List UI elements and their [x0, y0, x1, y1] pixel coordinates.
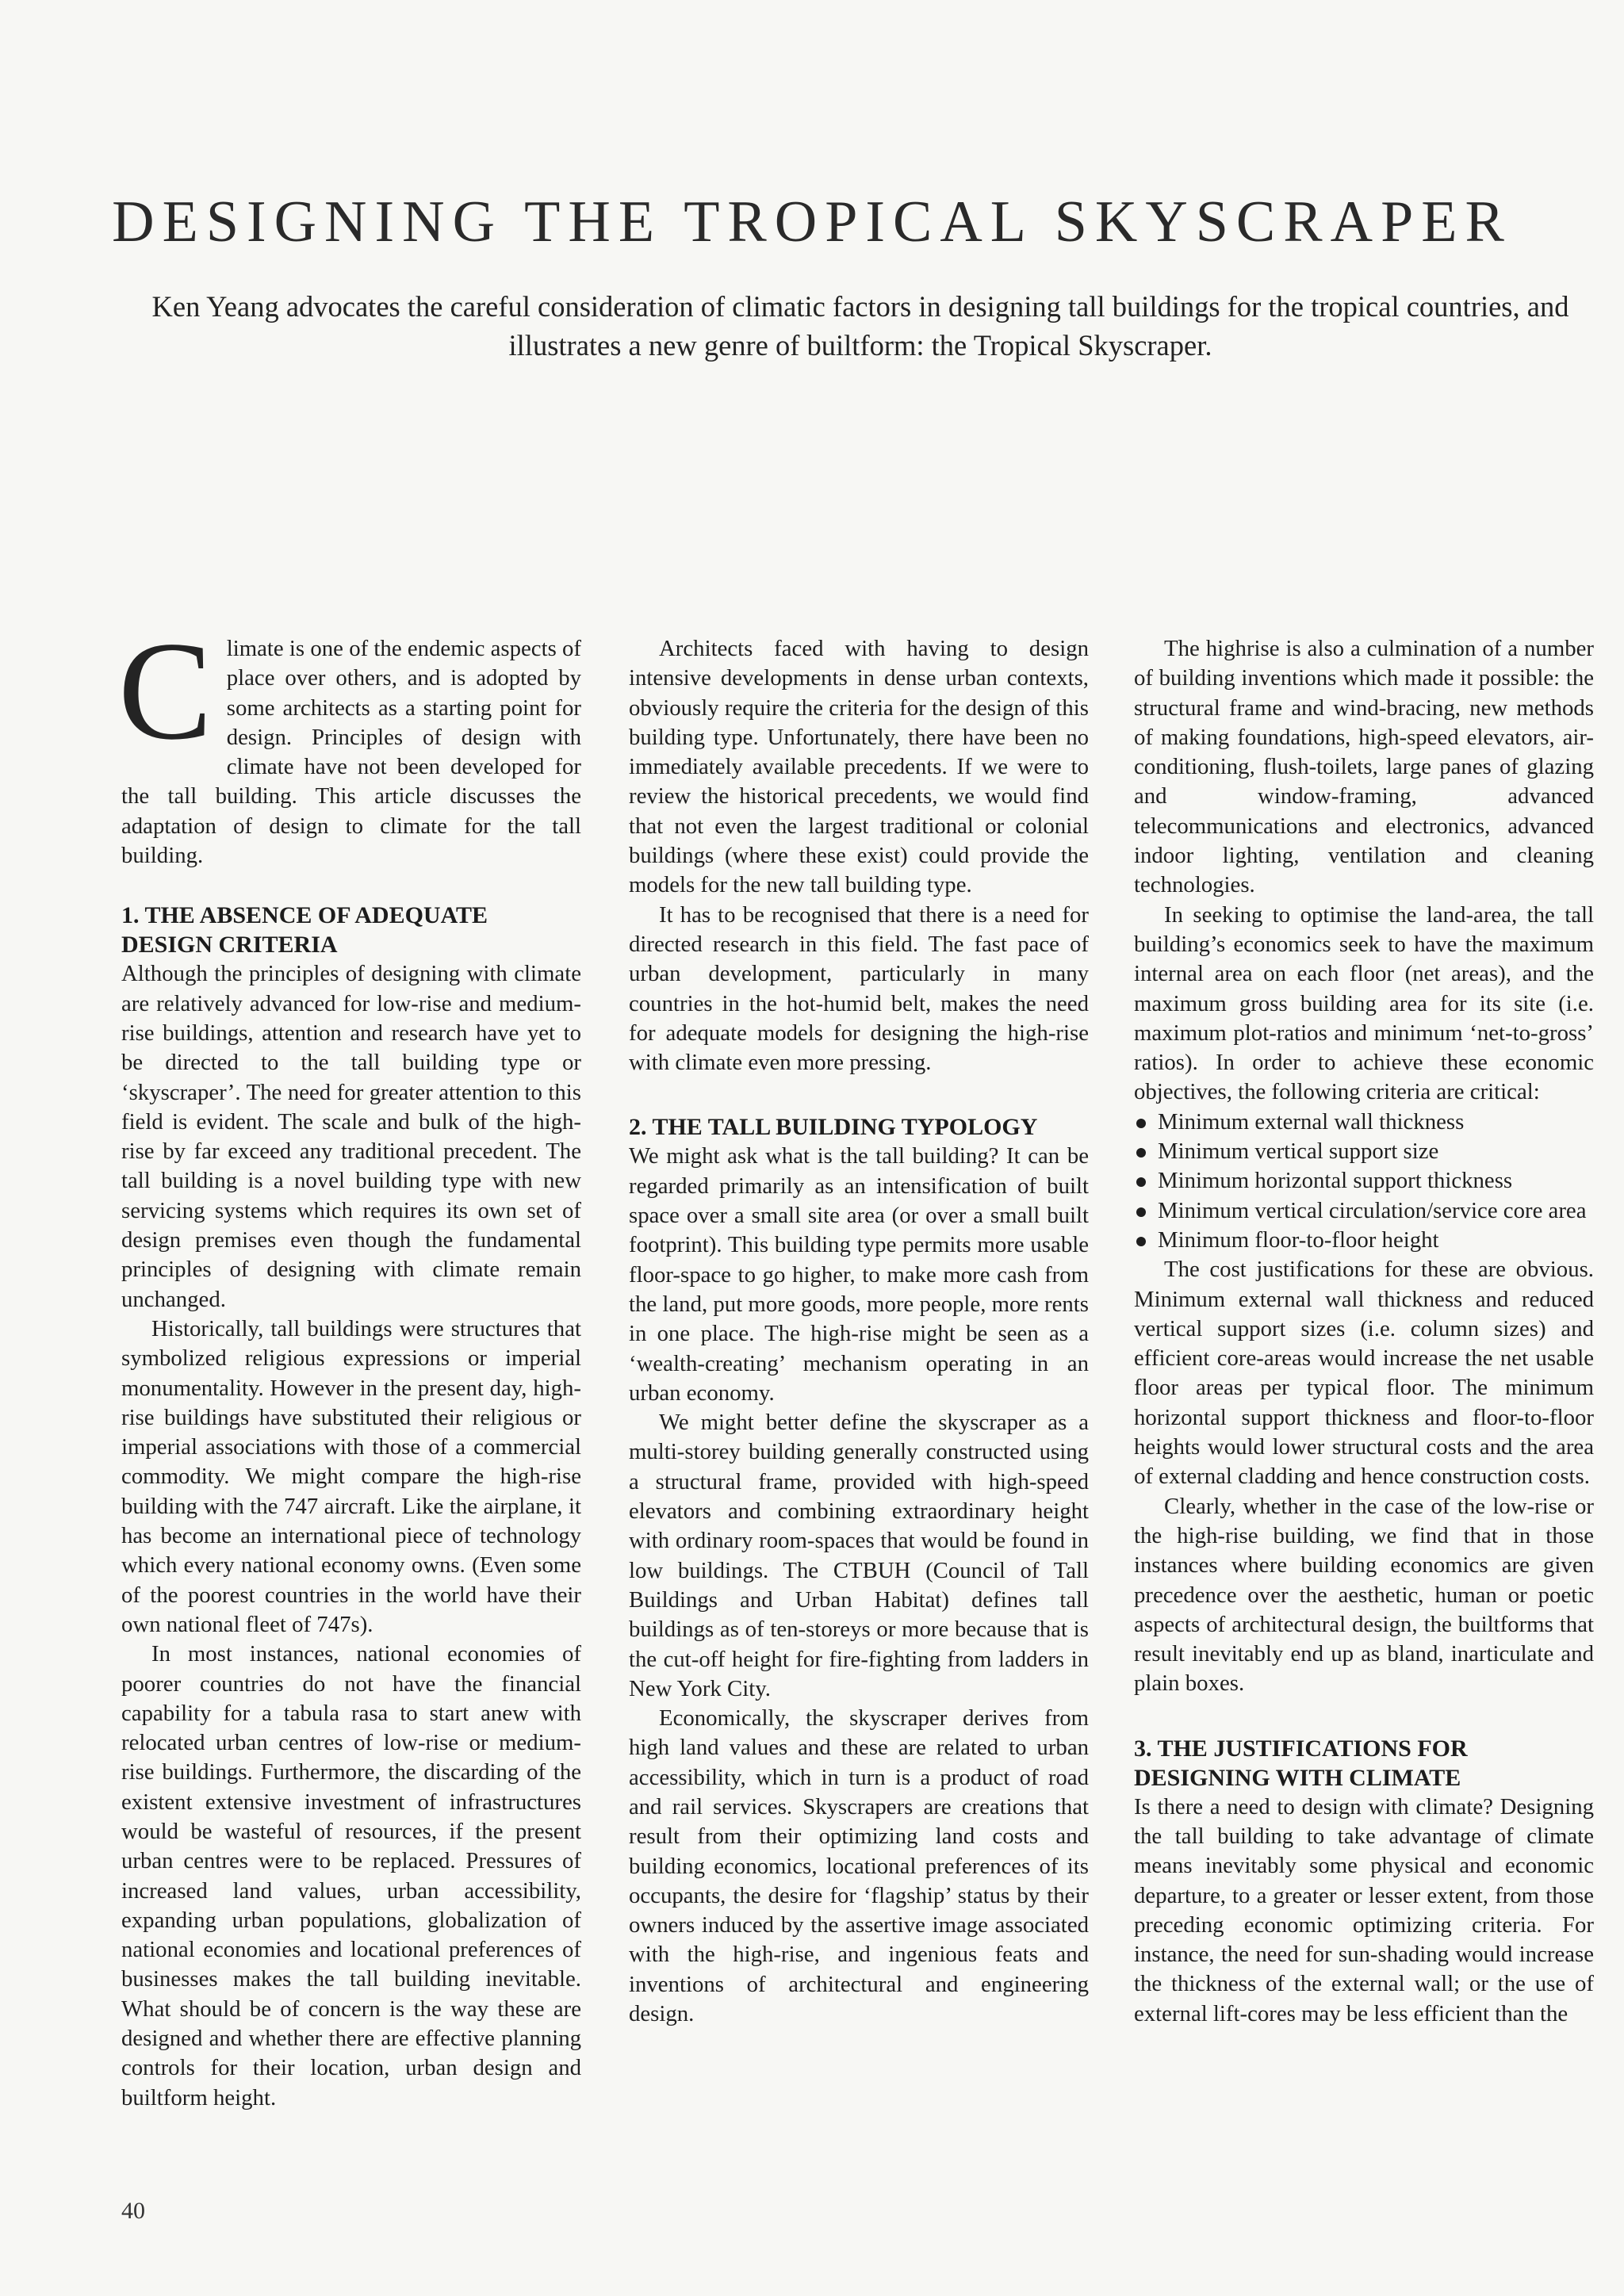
section-1-paragraph: Although the principles of designing with climate are relatively advanced for low-rise and medium-rise buildings, attention and research have yet to be directed to the tall building type or ‘skyscraper’. The need for greater attention to this field is evident. The scale and bulk of the high-rise by far exceed any traditional precedent. The tall building is a novel building type with new servicing systems which requires its own set of design premises even though the fundamental principles of designing with climate remain unchanged. [121, 961, 581, 1312]
page-number: 40 [121, 2198, 145, 2224]
bullet-icon [1136, 1119, 1146, 1128]
section-1-paragraph: Architects faced with having to design intensive developments in dense urban contexts, obviously require the criteria for the design of this building type. Unfortunately, there have been no immediately available precedents. If we were to review the historical precedents, we would find that not even the largest traditional or colonial buildings (where these exist) could provide the models for the new tall building type. [629, 636, 1089, 898]
criteria-item: Minimum vertical circulation/service core area [1134, 1196, 1594, 1226]
section-1-paragraph: Historically, tall buildings were structures that symbolized religious expressions or imperial monumentality. However in the present day, high-rise buildings have substituted their religious or imperial associations with those of a commercial commodity. We might compare the high-rise building with the 747 aircraft. Like the airplane, it has become an international piece of technology which every national economy owns. (Even some of the poorest countries in the world have their own national fleet of 747s). [121, 1315, 581, 1637]
bullet-icon [1136, 1207, 1146, 1217]
intro-paragraph [118, 612, 581, 871]
criteria-item: Minimum vertical support size [1134, 1137, 1594, 1166]
section-2-paragraph: Economically, the skyscraper derives from high land values and these are related to urban accessibility, which in turn is a product of road and rail services. Skyscrapers are creations that result from their optimizing land costs and building economics, locational preferences of its occupants, the desire for ‘flagship’ status by their owners induced by the assertive image associated with the high-rise, and ingenious feats and inventions of architectural and engineering design. [629, 1705, 1089, 2027]
section-3-heading: 3. THE JUSTIFICATIONS FOR DESIGNING WITH CLIMATE [1134, 1735, 1468, 1791]
criteria-list [1134, 1108, 1594, 1255]
section-2-heading: 2. THE TALL BUILDING TYPOLOGY [629, 1114, 1038, 1141]
column-2 [629, 634, 1089, 2029]
section-2-paragraph: In seeking to optimise the land-area, the tall building’s economics seek to have the maximum internal area on each floor (net areas), and the maximum gross building area for its site (i.e. maximum plot-ratios and minimum ‘net-to-gross’ ratios). In order to achieve these economic objectives, the following criteria are critical: [1134, 901, 1594, 1105]
intro-text: limate is one of the endemic aspects of place over others, and is adopted by some architects as a starting point for design. Principles of design with climate have not been developed for the tall building. This article discusses the adaptation of design to climate for the tall building. [121, 636, 581, 869]
criteria-item: Minimum external wall thickness [1134, 1108, 1594, 1137]
section-3-paragraph: Is there a need to design with climate? Designing the tall building to take advantage of climate means inevitably some physical and economic departure, to a greater or lesser extent, from those preceding economic optimizing criteria. For instance, the need for sun-shading would increase the thickness of the external wall; or the use of external lift-cores may be less efficient than the [1134, 1793, 1594, 2026]
section-2-paragraph: The highrise is also a culmination of a number of building inventions which made it possible: the structural frame and wind-bracing, new methods of making foundations, high-speed elevators, air-conditioning, flush-toilets, large panes of glazing and window-framing, advanced telecommunications and electronics, advanced indoor lighting, ventilation and cleaning technologies. [1134, 636, 1594, 898]
column-3 [1134, 634, 1594, 2029]
criteria-item: Minimum horizontal support thickness [1134, 1166, 1594, 1196]
article-title: DESIGNING THE TROPICAL SKYSCRAPER [112, 189, 1512, 254]
column-1 [118, 612, 581, 2113]
section-1-paragraph: In most instances, national economies of poorer countries do not have the financial capability for a tabula rasa to start anew with relocated urban centres of low-rise or medium-rise buildings. Furthermore, the discarding of the existent extensive investment of infrastructures would be wasteful of resources, if the present urban centres were to be replaced. Pressures of increased land values, urban accessibility, expanding urban populations, globalization of national economies and locational preferences of businesses makes the tall building inevitable. What should be of concern is the way these are designed and whether there are effective planning controls for their location, urban design and builtform height. [121, 1641, 581, 2110]
section-2-paragraph: We might ask what is the tall building? It can be regarded primarily as an intensification of built space over a small site area (or over a small built footprint). This building type permits more usable floor-space to go higher, to make more cash from the land, put more goods, more people, more rents in one place. The high-rise might be seen as a ‘wealth-creating’ mechanism operating in an urban economy. [629, 1143, 1089, 1406]
section-1-heading: 1. THE ABSENCE OF ADEQUATE DESIGN CRITERIA [121, 902, 488, 959]
standfirst: Ken Yeang advocates the careful consideration of climatic factors in designing tall buildings for the tropical countries, and illustrates a new genre of builtform: the Tropical Skyscraper. [151, 290, 1569, 362]
section-2-paragraph: Clearly, whether in the case of the low-rise or the high-rise building, we find that in those instances where building economics are given precedence over the aesthetic, human or poetic aspects of architectural design, the builtforms that result inevitably end up as bland, inarticulate and plain boxes. [1134, 1493, 1594, 1697]
section-2-paragraph: We might better define the skyscraper as a multi-storey building generally constructed using a structural frame, provided with high-speed elevators and combining extraordinary height with ordinary room-spaces that would be found in low buildings. The CTBUH (Council of Tall Buildings and Urban Habitat) defines tall buildings as of ten-storeys or more because that is the cut-off height for fire-fighting from ladders in New York City. [629, 1410, 1089, 1701]
section-1-paragraph: It has to be recognised that there is a need for directed research in this field. The fast pace of urban development, particularly in many countries in the hot-humid belt, makes the need for adequate models for designing the high-rise with climate even more pressing. [629, 901, 1089, 1076]
criteria-item: Minimum floor-to-floor height [1134, 1226, 1594, 1255]
bullet-icon [1136, 1177, 1146, 1187]
bullet-icon [1136, 1237, 1146, 1246]
bullet-icon [1136, 1148, 1146, 1158]
section-2-paragraph: The cost justifications for these are obvious. Minimum external wall thickness and reduced vertical support sizes (i.e. column sizes) and efficient core-areas would increase the net usable floor areas per typical floor. The minimum horizontal support thickness and floor-to-floor heights would lower structural costs and the area of external cladding and hence construction costs. [1134, 1257, 1594, 1490]
drop-cap: C [118, 612, 213, 769]
